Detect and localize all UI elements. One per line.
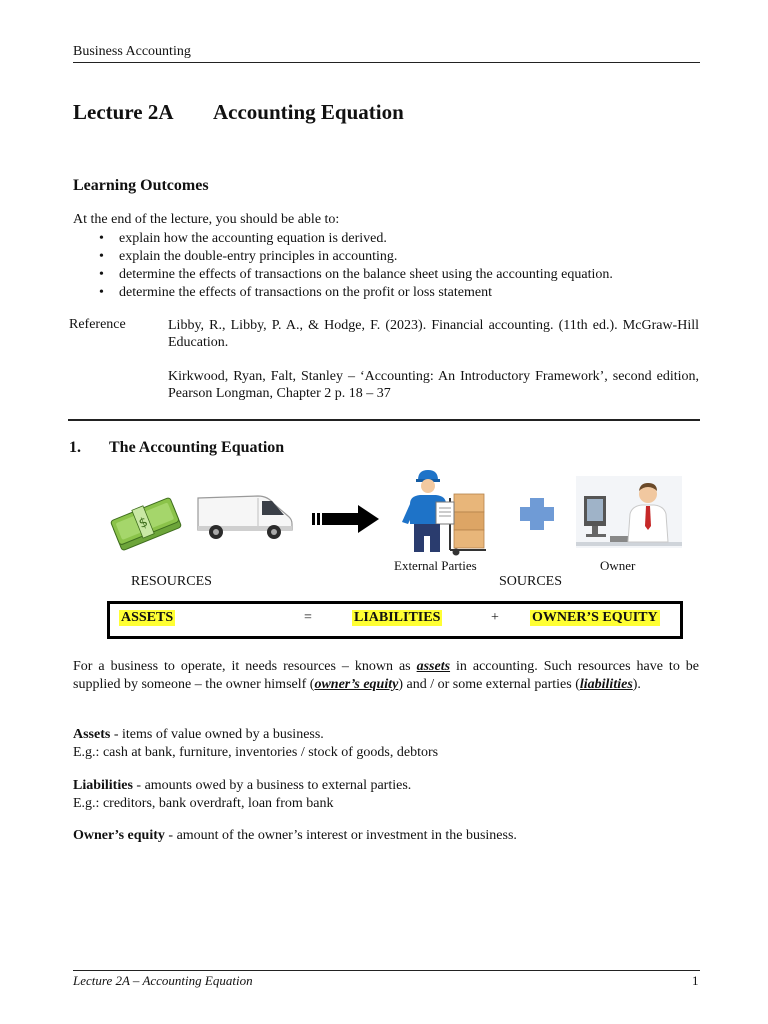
- lecture-title: [73, 100, 404, 125]
- list-item: • determine the effects of transactions on the profit or loss statement: [99, 284, 613, 302]
- equation-owners-equity: OWNER’S EQUITY: [532, 610, 658, 625]
- equation-liabilities: LIABILITIES: [354, 610, 441, 625]
- learning-outcomes-heading: Learning Outcomes: [73, 177, 209, 194]
- learning-outcomes-intro: At the end of the lecture, you should be able to:: [73, 212, 340, 227]
- text-span: in accounting. Such resources have to be supplied by someone – the owner himself (: [73, 659, 699, 692]
- van-icon: [192, 492, 296, 542]
- assets-examples: E.g.: cash at bank, furniture, inventories / stock of goods, debtors: [73, 745, 439, 760]
- plus-icon: [518, 496, 556, 532]
- section-divider: [68, 419, 700, 421]
- equity-definition: [73, 827, 699, 845]
- liabilities-definition: [73, 777, 699, 813]
- money-icon: [108, 492, 184, 556]
- equity-def-text: - amount of the owner’s interest or investment in the business.: [164, 828, 517, 843]
- resources-label: RESOURCES: [131, 574, 212, 589]
- footer-rule: [73, 970, 700, 971]
- list-item: • explain how the accounting equation is derived.: [99, 230, 613, 248]
- svg-text:$: $: [136, 514, 151, 532]
- external-parties-label: External Parties: [394, 558, 477, 573]
- accounting-equation-box: [107, 601, 683, 639]
- learning-outcomes-list: [99, 230, 613, 302]
- list-item: • determine the effects of transactions on the balance sheet using the accounting equation.: [99, 266, 613, 284]
- section-title: The Accounting Equation: [109, 439, 285, 456]
- text-span: ).: [632, 677, 641, 692]
- assets-def-text: - items of value owned by a business.: [110, 727, 324, 742]
- lecture-number: Lecture 2A: [73, 100, 174, 124]
- liabilities-def-term: Liabilities: [73, 778, 133, 793]
- delivery-worker-icon: [396, 468, 492, 556]
- page-number: 1: [692, 973, 699, 988]
- owner-label: Owner: [600, 558, 636, 573]
- list-item: • explain the double-entry principles in accounting.: [99, 248, 613, 266]
- liabilities-def-text: - amounts owed by a business to external parties.: [132, 778, 412, 793]
- equation-equals: =: [304, 610, 312, 625]
- sources-label: SOURCES: [499, 574, 563, 589]
- header-rule: [73, 62, 700, 63]
- liabilities-term: liabilities: [579, 677, 633, 692]
- equation-assets: ASSETS: [121, 610, 174, 625]
- equation-explanation: [73, 658, 699, 694]
- lecture-name: Accounting Equation: [213, 100, 404, 124]
- equation-plus: +: [491, 610, 499, 625]
- owner-at-computer-icon: [576, 476, 682, 548]
- assets-term: assets: [416, 659, 451, 674]
- document-header: Business Accounting: [73, 44, 191, 59]
- liabilities-examples: E.g.: creditors, bank overdraft, loan from bank: [73, 796, 334, 811]
- footer-title: Lecture 2A – Accounting Equation: [73, 973, 253, 988]
- section-number: 1.: [69, 439, 81, 456]
- assets-definition: [73, 726, 699, 762]
- text-span: For a business to operate, it needs resources – known as: [73, 659, 417, 674]
- reference-label: Reference: [69, 317, 126, 332]
- owners-equity-term: owner’s equity: [314, 677, 399, 692]
- equity-def-term: Owner’s equity: [73, 828, 165, 843]
- text-span: ) and / or some external parties (: [398, 677, 580, 692]
- assets-def-term: Assets: [73, 727, 111, 742]
- arrow-right-icon: [312, 504, 380, 534]
- reference-entry: Libby, R., Libby, P. A., & Hodge, F. (2023). Financial accounting. (11th ed.). McGraw-Hill Education.: [168, 318, 699, 350]
- reference-entry: Kirkwood, Ryan, Falt, Stanley – ‘Accounting: An Introductory Framework’, second edition, Pearson Longman, Chapter 2 p. 18 – 37: [168, 369, 699, 401]
- section-heading: [69, 439, 284, 457]
